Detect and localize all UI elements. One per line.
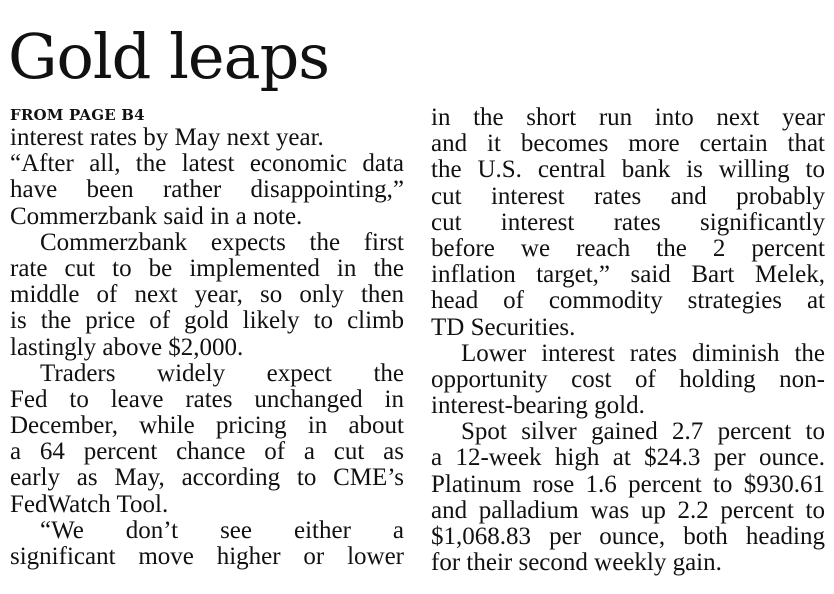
article-line: and it becomes more certain that: [431, 131, 825, 158]
article-line: FedWatch Tool.: [10, 490, 169, 518]
article-line: for their second weekly gain.: [431, 549, 722, 577]
headline: Gold leaps: [8, 20, 330, 93]
article-line: Spot silver gained 2.7 percent to: [461, 419, 825, 446]
article-line: interest-bearing gold.: [431, 392, 645, 420]
article-line: before we reach the 2 percent: [431, 235, 825, 262]
article-line: opportunity cost of holding non-: [431, 366, 825, 393]
article-line: lastingly above $2,000.: [10, 333, 244, 361]
article-line: cut interest rates and probably: [431, 183, 825, 210]
article-line: rate cut to be implemented in the: [10, 255, 404, 282]
article-line: early as May, according to CME’s: [10, 465, 404, 492]
article-line: significant move higher or lower: [10, 544, 404, 570]
article-line: middle of next year, so only then: [10, 282, 404, 309]
right-column-lines: [431, 105, 825, 576]
article-line: is the price of gold likely to climb: [10, 308, 404, 335]
left-column-lines: [10, 125, 404, 570]
article-line: the U.S. central bank is willing to: [431, 157, 825, 184]
article-line: head of commodity strategies at: [431, 288, 825, 315]
article-line: Fed to leave rates unchanged in: [10, 386, 404, 413]
article-line: a 64 percent chance of a cut as: [10, 439, 404, 466]
jump-line: FROM PAGE B4: [10, 106, 145, 124]
article-line: Commerzbank expects the first: [40, 229, 404, 256]
article-line: a 12-week high at $24.3 per ounce.: [431, 445, 825, 472]
article-line: in the short run into next year: [431, 105, 825, 131]
article-line: “After all, the latest economic data: [10, 151, 404, 178]
article-line: TD Securities.: [431, 313, 576, 341]
article-line: $1,068.83 per ounce, both heading: [431, 524, 825, 550]
article-line: “We don’t see either a: [40, 517, 404, 544]
article-line: Lower interest rates diminish the: [461, 340, 825, 367]
article-line: Platinum rose 1.6 percent to $930.61: [431, 471, 825, 498]
article-column-left: [10, 105, 404, 570]
article-line: interest rates by May next year.: [10, 124, 324, 151]
article-column-right: [431, 105, 825, 576]
article-line: inflation target,” said Bart Melek,: [431, 262, 825, 289]
article-line: and palladium was up 2.2 percent to: [431, 497, 825, 524]
article-line: Traders widely expect the: [40, 360, 404, 387]
article-line: cut interest rates significantly: [431, 209, 825, 236]
article-line: have been rather disappointing,”: [10, 177, 404, 204]
article-line: Commerzbank said in a note.: [10, 202, 303, 230]
article-line: December, while pricing in about: [10, 413, 404, 440]
